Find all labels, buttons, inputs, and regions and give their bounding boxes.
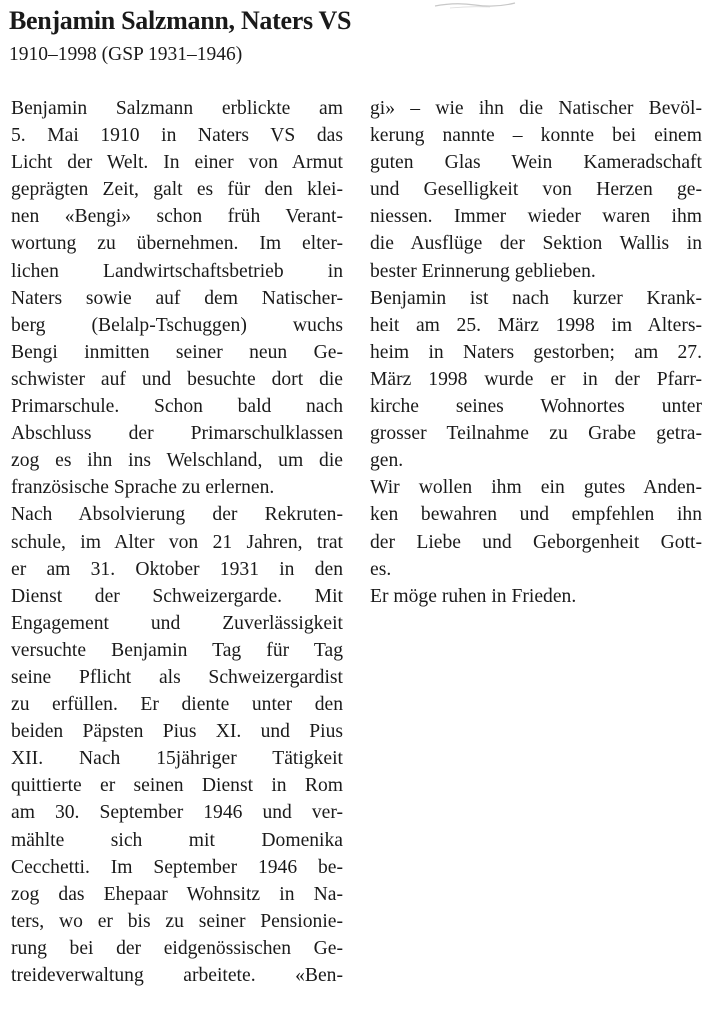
text-line: Engagement und Zuverlässigkeit bbox=[11, 612, 343, 634]
text-line: kirche seines Wohnortes unter bbox=[370, 396, 702, 418]
text-line: Benjamin ist nach kurzer Krank- bbox=[370, 287, 702, 309]
text-line: Wir wollen ihm ein gutes Anden- bbox=[370, 477, 702, 499]
text-line: zog das Ehepaar Wohnsitz in Na- bbox=[11, 883, 343, 905]
text-line: schule, im Alter von 21 Jahren, trat bbox=[11, 531, 343, 553]
text-line: bester Erinnerung geblieben. bbox=[370, 260, 596, 282]
text-line: Abschluss der Primarschulklassen bbox=[11, 423, 343, 445]
text-line: ken bewahren und empfehlen ihn bbox=[370, 504, 702, 526]
text-line: geprägten Zeit, galt es für den klei- bbox=[11, 179, 343, 201]
text-line: er am 31. Oktober 1931 in den bbox=[11, 558, 343, 580]
text-line: niessen. Immer wieder waren ihm bbox=[370, 206, 702, 228]
text-line: Dienst der Schweizergarde. Mit bbox=[11, 585, 343, 607]
text-line: kerung nannte – konnte bei einem bbox=[370, 125, 702, 147]
right-text-column bbox=[370, 95, 702, 610]
text-line: Benjamin Salzmann erblickte am bbox=[11, 98, 343, 119]
article-title: Benjamin Salzmann, Naters VS bbox=[9, 6, 352, 35]
article-subtitle: 1910–1998 (GSP 1931–1946) bbox=[9, 44, 243, 65]
left-text-column bbox=[11, 95, 343, 989]
text-line: Licht der Welt. In einer von Armut bbox=[11, 152, 343, 174]
text-line: 5. Mai 1910 in Naters VS das bbox=[11, 125, 343, 147]
text-line: es. bbox=[370, 558, 392, 580]
text-line: wortung zu übernehmen. Im elter- bbox=[11, 233, 343, 255]
text-line: XII. Nach 15jähriger Tätigkeit bbox=[11, 748, 343, 770]
text-line: mählte sich mit Domenika bbox=[11, 829, 343, 851]
text-line: ters, wo er bis zu seiner Pensionie- bbox=[11, 910, 343, 932]
text-line: Cecchetti. Im September 1946 be- bbox=[11, 856, 343, 878]
text-line: zog es ihn ins Welschland, um die bbox=[11, 450, 343, 472]
text-line: Er möge ruhen in Frieden. bbox=[370, 585, 577, 607]
text-line: beiden Päpsten Pius XI. und Pius bbox=[11, 721, 343, 743]
text-line: Bengi inmitten seiner neun Ge- bbox=[11, 341, 343, 363]
text-line: die Ausflüge der Sektion Wallis in bbox=[370, 233, 702, 255]
text-line: französische Sprache zu erlernen. bbox=[11, 477, 275, 499]
text-line: versuchte Benjamin Tag für Tag bbox=[11, 639, 343, 661]
text-line: der Liebe und Geborgenheit Gott- bbox=[370, 531, 702, 553]
text-line: heit am 25. März 1998 im Alters- bbox=[370, 314, 702, 336]
text-line: quittierte er seinen Dienst in Rom bbox=[11, 775, 343, 797]
text-line: Naters sowie auf dem Natischer- bbox=[11, 287, 343, 309]
text-line: grosser Teilnahme zu Grabe getra- bbox=[370, 423, 702, 445]
text-line: und Geselligkeit von Herzen ge- bbox=[370, 179, 702, 201]
text-line: am 30. September 1946 und ver- bbox=[11, 802, 343, 824]
text-line: Nach Absolvierung der Rekruten- bbox=[11, 504, 343, 526]
text-line: Primarschule. Schon bald nach bbox=[11, 396, 343, 418]
text-line: rung bei der eidgenössischen Ge- bbox=[11, 937, 343, 959]
scan-smudge bbox=[430, 0, 520, 10]
text-line: treideverwaltung arbeitete. «Ben- bbox=[11, 965, 343, 986]
text-line: lichen Landwirtschaftsbetrieb in bbox=[11, 260, 343, 282]
text-line: guten Glas Wein Kameradschaft bbox=[370, 152, 702, 174]
text-line: heim in Naters gestorben; am 27. bbox=[370, 341, 702, 363]
text-line: nen «Bengi» schon früh Verant- bbox=[11, 206, 343, 228]
text-line: zu erfüllen. Er diente unter den bbox=[11, 694, 343, 716]
text-line: gi» – wie ihn die Natischer Bevöl- bbox=[370, 98, 702, 119]
text-line: berg (Belalp-Tschuggen) wuchs bbox=[11, 314, 343, 336]
text-line: schwister auf und besuchte dort die bbox=[11, 368, 343, 390]
text-line: seine Pflicht als Schweizergardist bbox=[11, 666, 343, 688]
text-line: März 1998 wurde er in der Pfarr- bbox=[370, 368, 702, 390]
text-line: gen. bbox=[370, 450, 404, 472]
